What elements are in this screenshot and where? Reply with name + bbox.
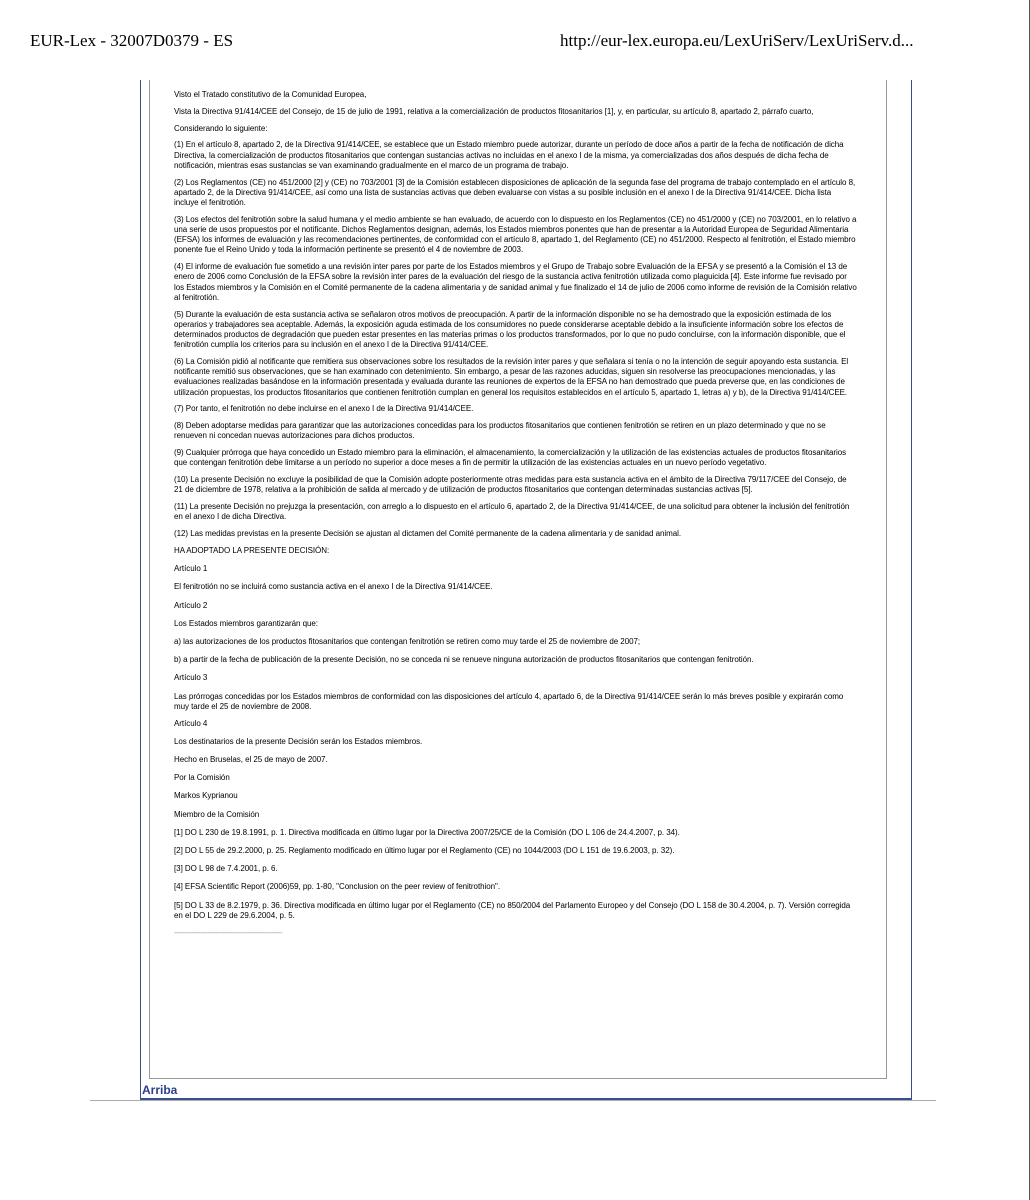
print-header: [0, 31, 1030, 55]
article-2-item-b: b) a partir de la fecha de publicación de la presente Decisión, no se conceda ni se renueve ninguna autorización de productos fitosanitarios que contengan fenitrotión.: [174, 655, 754, 665]
article-3-heading: Artículo 3: [174, 673, 208, 683]
considering-heading: Considerando lo siguiente:: [174, 123, 268, 133]
recital-9: (9) Cualquier prórroga que haya concedido un Estado miembro para la eliminación, el almacenamiento, la comercialización y la utilización de las existencias actuales de productos fitosanitarios que contengan fenitrotión debe limitarse a un período no superior a doce meses a fin de permitir la utilización de las existencias actuales en un nuevo período vegetativo.: [174, 448, 847, 468]
footnote-5: [5] DO L 33 de 8.2.1979, p. 36. Directiva modificada en último lugar por el Reglamento (CE) no 850/2004 del Parlamento Europeo y del Consejo (DO L 158 de 30.4.2004, p. 7). Versión corregida en el DO L 229 de 29.6.2004, p. 5.: [174, 900, 851, 920]
signatory-name: Markos Kyprianou: [174, 791, 238, 801]
recital-treaty: Visto el Tratado constitutivo de la Comunidad Europea,: [174, 90, 367, 99]
footnote-separator: --------------------------------------------------: [174, 927, 283, 937]
recital-3: (3) Los efectos del fenitrotión sobre la salud humana y el medio ambiente se han evaluado, de acuerdo con lo dispuesto en los Reglamentos (CE) no 451/2000 y (CE) no 703/2001, en lo relativo a una serie de usos propuestos por el notificante. Dichos Reglamentos designan, además, los Estados miembros ponentes que han de presentar a la Autoridad Europea de Seguridad Alimentaria (EFSA) los informes de evaluación y las recomendaciones pertinentes, de conformidad con el artículo 8, apartado 1, del Reglamento (CE) no 451/2000. Respecto al fenitrotión, el Estado miembro ponente fue el Reino Unido y toda la información pertinente se presentó el 4 de noviembre de 2003.: [174, 214, 857, 255]
recital-11: (11) La presente Decisión no prejuzga la presentación, con arreglo a lo dispuesto en el artículo 6, apartado 2, de la Directiva 91/414/CEE, de una solicitud para obtener la inclusión del fenitrotión en el anexo I de dicha Directiva.: [174, 502, 850, 522]
adoption-heading: HA ADOPTADO LA PRESENTE DECISIÓN:: [174, 546, 330, 556]
signatory-role: Miembro de la Comisión: [174, 809, 260, 819]
article-1-heading: Artículo 1: [174, 564, 208, 574]
document-body: [174, 90, 857, 938]
article-4-text: Los destinatarios de la presente Decisión serán los Estados miembros.: [174, 736, 423, 746]
footnote-1: [1] DO L 230 de 19.8.1991, p. 1. Directiva modificada en último lugar por la Directiva 2007/25/CE de la Comisión (DO L 106 de 24.4.2007, p. 34).: [174, 827, 680, 837]
recital-6: (6) La Comisión pidió al notificante que remitiera sus observaciones sobre los resultados de la revisión inter pares y que señalara si tenía o no la intención de seguir apoyando esta sustancia. El notificante remitió sus observaciones, que se han examinado con detenimiento. Sin embargo, a pesar de las razones aducidas, siguen sin resolverse las preocupaciones mencionadas, y las evaluaciones realizadas basándose en la información presentada y evaluada durante las reuniones de expertos de la EFSA no han demostrado que pueda preverse que, en las condiciones de utilización propuestas, los productos fitosanitarios que contienen fenitrotión cumplan en general los requisitos establecidos en el artículo 5, apartado 1, letras a) y b), de la Directiva 91/414/CEE.: [174, 357, 849, 397]
signing-place-date: Hecho en Bruselas, el 25 de mayo de 2007.: [174, 755, 328, 765]
recital-5: (5) Durante la evaluación de esta sustancia activa se señalaron otros motivos de preocupación. A partir de la información disponible no se ha demostrado que la exposición estimada de los operarios y trabajadores sea aceptable. Además, la exposición aguda estimada de los consumidores no puede considerarse aceptable debido a la insuficiente información sobre los efectos de determinados productos de degradación que pueden estar presentes en las materias primas o los productos transformados, por lo que no pudo concluirse, con la información disponible, que el fenitrotión cumplía los criterios para su inclusión en el anexo I de la Directiva 91/414/CEE.: [174, 309, 846, 350]
article-3-text: Las prórrogas concedidas por los Estados miembros de conformidad con las disposiciones del artículo 4, apartado 6, de la Directiva 91/414/CEE serán lo más breves posible y expirarán como muy tarde el 25 de noviembre de 2008.: [174, 691, 844, 711]
footnote-2: [2] DO L 55 de 29.2.2000, p. 25. Reglamento modificado en último lugar por el Reglamento (CE) no 1044/2003 (DO L 151 de 19.6.2003, p. 32).: [174, 846, 675, 856]
document-url: http://eur-lex.europa.eu/LexUriServ/LexUriServ.d...: [560, 31, 914, 50]
recital-1: (1) En el artículo 8, apartado 2, de la Directiva 91/414/CEE, se establece que un Estado miembro puede autorizar, durante un período de doce años a partir de la fecha de notificación de dicha Directiva, la comercialización de productos fitosanitarios que contengan sustancias activas no incluidas en el anexo I de la misma, ya comercializadas dos años después de dicha fecha de notificación, mientras esas sustancias se van examinando gradualmente en el marco de un programa de trabajo.: [174, 140, 844, 170]
article-2-text: Los Estados miembros garantizarán que:: [174, 618, 318, 628]
recital-12: (12) Las medidas previstas en la presente Decisión se ajustan al dictamen del Comité permanente de la cadena alimentaria y de sanidad animal.: [174, 529, 682, 539]
recital-directive: Vista la Directiva 91/414/CEE del Consejo, de 15 de julio de 1991, relativa a la comercialización de productos fitosanitarios [1], y, en particular, su artículo 8, apartado 2, párrafo cuarto,: [174, 106, 814, 116]
recital-4: (4) El informe de evaluación fue sometido a una revisión inter pares por parte de los Estados miembros y el Grupo de Trabajo sobre Evaluación de la EFSA y se presentó a la Comisión el 13 de enero de 2006 como Conclusión de la EFSA sobre la revisión inter pares de la evaluación del riesgo de la sustancia activa fenitrotión utilizada como plaguicida [4]. Este informe fue revisado por los Estados miembros y la Comisión en el Comité permanente de la cadena alimentaria y de sanidad animal y fue finalizado el 14 de julio de 2006 como informe de revisión de la Comisión relativo al fenitrotión.: [174, 262, 857, 302]
article-1-text: El fenitrotión no se incluirá como sustancia activa en el anexo I de la Directiva 91/414/CEE.: [174, 582, 493, 592]
article-4-heading: Artículo 4: [174, 718, 208, 728]
article-2-heading: Artículo 2: [174, 600, 208, 610]
recital-7: (7) Por tanto, el fenitrotión no debe incluirse en el anexo I de la Directiva 91/414/CEE.: [174, 404, 474, 414]
page-bottom-rule: [90, 1100, 936, 1101]
back-to-top-link[interactable]: Arriba: [142, 1083, 178, 1097]
recital-8: (8) Deben adoptarse medidas para garantizar que las autorizaciones concedidas para los productos fitosanitarios que contienen fenitrotión se retiren en un plazo determinado y que no se renueven ni concedan nuevas autorizaciones para dichos productos.: [174, 421, 826, 441]
article-2-item-a: a) las autorizaciones de los productos fitosanitarios que contengan fenitrotión se retiren como muy tarde el 25 de noviembre de 2007;: [174, 637, 641, 647]
footnote-4: [4] EFSA Scientific Report (2006)59, pp. 1-80, "Conclusion on the peer review of fenitrothion".: [174, 882, 501, 892]
footnote-3: [3] DO L 98 de 7.4.2001, p. 6.: [174, 864, 278, 874]
document-title: EUR-Lex - 32007D0379 - ES: [30, 31, 234, 50]
recital-2: (2) Los Reglamentos (CE) no 451/2000 [2] y (CE) no 703/2001 [3] de la Comisión establecen disposiciones de aplicación de la segunda fase del programa de trabajo contemplado en el artículo 8, apartado 2, de la Directiva 91/414/CEE, así como una lista de sustancias activas que deben evaluarse con vistas a su posible inclusión en el anexo I de la Directiva 91/414/CEE. Dicha lista incluye el fenitrotión.: [174, 177, 856, 207]
recital-10: (10) La presente Decisión no excluye la posibilidad de que la Comisión adopte posteriormente otras medidas para esta sustancia activa en el ámbito de la Directiva 79/117/CEE del Consejo, de 21 de diciembre de 1978, relativa a la prohibición de salida al mercado y de utilización de productos fitosanitarios que contengan determinadas sustancias activas [5].: [174, 475, 847, 495]
signatory-institution: Por la Comisión: [174, 773, 230, 783]
